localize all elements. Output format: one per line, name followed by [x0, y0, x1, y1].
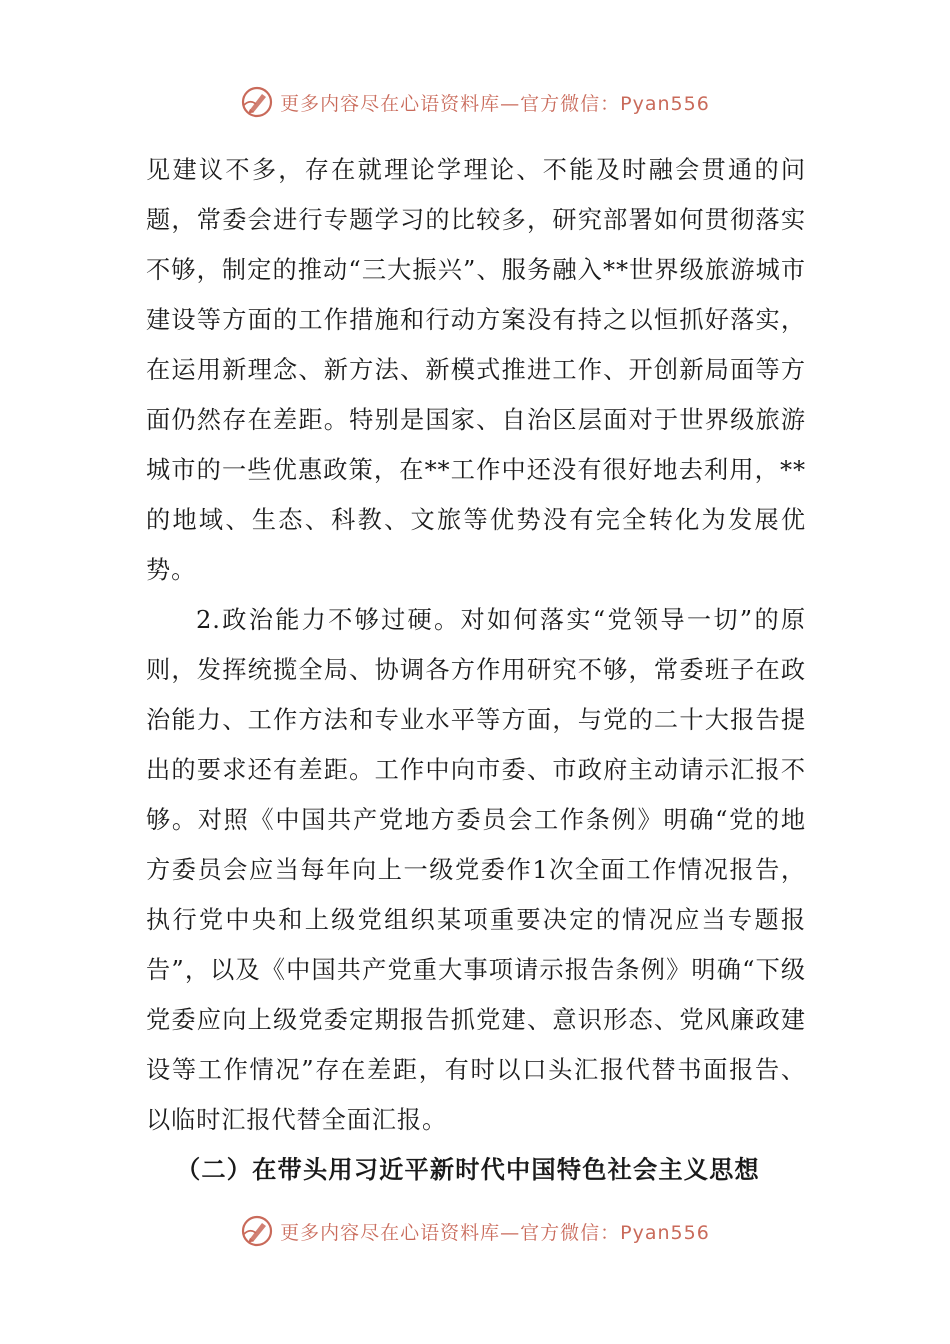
watermark-footer	[0, 1209, 950, 1253]
pen-nib-logo-icon	[240, 85, 274, 119]
document-body	[146, 145, 806, 1195]
watermark-text: 更多内容尽在心语资料库—官方微信：Pyan556	[280, 92, 710, 115]
watermark-text: 更多内容尽在心语资料库—官方微信：Pyan556	[280, 1221, 710, 1244]
pen-nib-logo-icon	[240, 1214, 274, 1248]
watermark-header	[0, 80, 950, 124]
section-heading: （二）在带头用习近平新时代中国特色社会主义思想	[176, 1155, 760, 1184]
paragraph-continued: 见建议不多，存在就理论学理论、不能及时融会贯通的问题，常委会进行专题学习的比较多，研究部署如何贯彻落实不够，制定的推动“三大振兴”、服务融入**世界级旅游城市建设等方面的工作措施和行动方案没有持之以恒抓好落实，在运用新理念、新方法、新模式推进工作、开创新局面等方面仍然存在差距。特别是国家、自治区层面对于世界级旅游城市的一些优惠政策，在**工作中还没有很好地去利用，**的地域、生态、科教、文旅等优势没有完全转化为发展优势。	[146, 156, 806, 584]
paragraph-political-ability: 2.政治能力不够过硬。对如何落实“党领导一切”的原则，发挥统揽全局、协调各方作用研究不够，常委班子在政治能力、工作方法和专业水平等方面，与党的二十大报告提出的要求还有差距。工作中向市委、市政府主动请示汇报不够。对照《中国共产党地方委员会工作条例》明确“党的地方委员会应当每年向上一级党委作1次全面工作情况报告，执行党中央和上级党组织某项重要决定的情况应当专题报告”，以及《中国共产党重大事项请示报告条例》明确“下级党委应向上级党委定期报告抓党建、意识形态、党风廉政建设等工作情况”存在差距，有时以口头汇报代替书面报告、以临时汇报代替全面汇报。	[146, 606, 806, 1134]
